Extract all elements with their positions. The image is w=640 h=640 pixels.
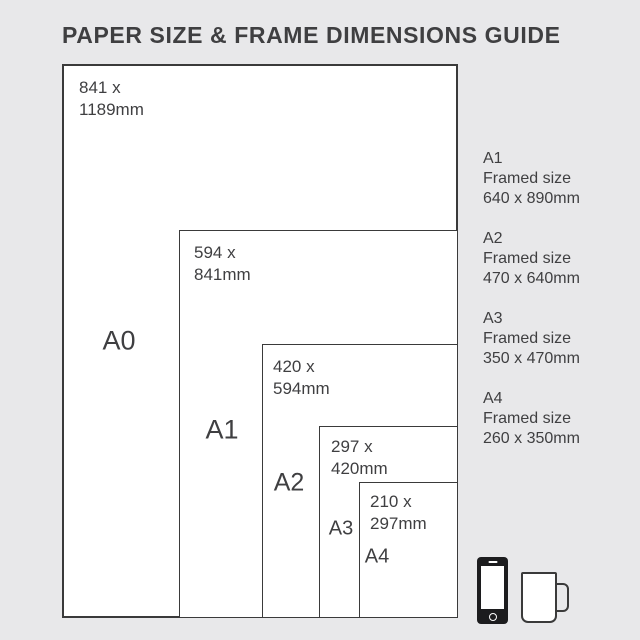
dimension-label-a2 [273, 356, 330, 400]
dimension-line-2: 1189mm [79, 100, 144, 119]
legend-label: Framed size [483, 170, 572, 187]
legend-item-a4 [483, 389, 580, 449]
mug-body [521, 572, 557, 623]
dimension-label-a3 [331, 436, 388, 480]
dimension-line-2: 420mm [331, 459, 388, 478]
size-code-a3: A3 [328, 517, 354, 540]
dimension-line-1: 210 x [370, 492, 412, 511]
phone-home-button [489, 613, 497, 621]
dimension-line-1: 841 x [79, 78, 121, 97]
legend-code: A2 [483, 230, 503, 247]
phone-speaker [488, 561, 497, 564]
dimension-label-a4 [370, 491, 427, 535]
legend-size: 350 x 470mm [483, 350, 580, 367]
legend-item-a1 [483, 149, 580, 209]
mug-icon [521, 572, 570, 623]
dimension-line-1: 297 x [331, 437, 373, 456]
legend-label: Framed size [483, 330, 572, 347]
dimension-line-1: 420 x [273, 357, 315, 376]
dimension-line-2: 594mm [273, 379, 330, 398]
legend-size: 470 x 640mm [483, 270, 580, 287]
legend-item-a2 [483, 229, 580, 289]
dimension-label-a0 [79, 77, 144, 121]
page-title: PAPER SIZE & FRAME DIMENSIONS GUIDE [62, 22, 561, 48]
legend-label: Framed size [483, 410, 572, 427]
dimension-line-2: 841mm [194, 265, 251, 284]
dimension-line-2: 297mm [370, 514, 427, 533]
legend-code: A4 [483, 390, 503, 407]
legend-size: 640 x 890mm [483, 190, 580, 207]
smartphone-icon [477, 557, 508, 624]
dimension-line-1: 594 x [194, 243, 236, 262]
size-code-a4: A4 [364, 545, 390, 568]
legend-code: A3 [483, 310, 503, 327]
paper-size-diagram [62, 64, 458, 618]
legend-size: 260 x 350mm [483, 430, 580, 447]
legend-label: Framed size [483, 250, 572, 267]
size-code-a2: A2 [273, 468, 305, 497]
legend-item-a3 [483, 309, 580, 369]
size-code-a1: A1 [205, 414, 239, 445]
legend-code: A1 [483, 150, 503, 167]
framed-size-legend [483, 149, 580, 469]
size-code-a0: A0 [102, 325, 136, 356]
dimension-label-a1 [194, 242, 251, 286]
phone-screen [481, 566, 504, 609]
